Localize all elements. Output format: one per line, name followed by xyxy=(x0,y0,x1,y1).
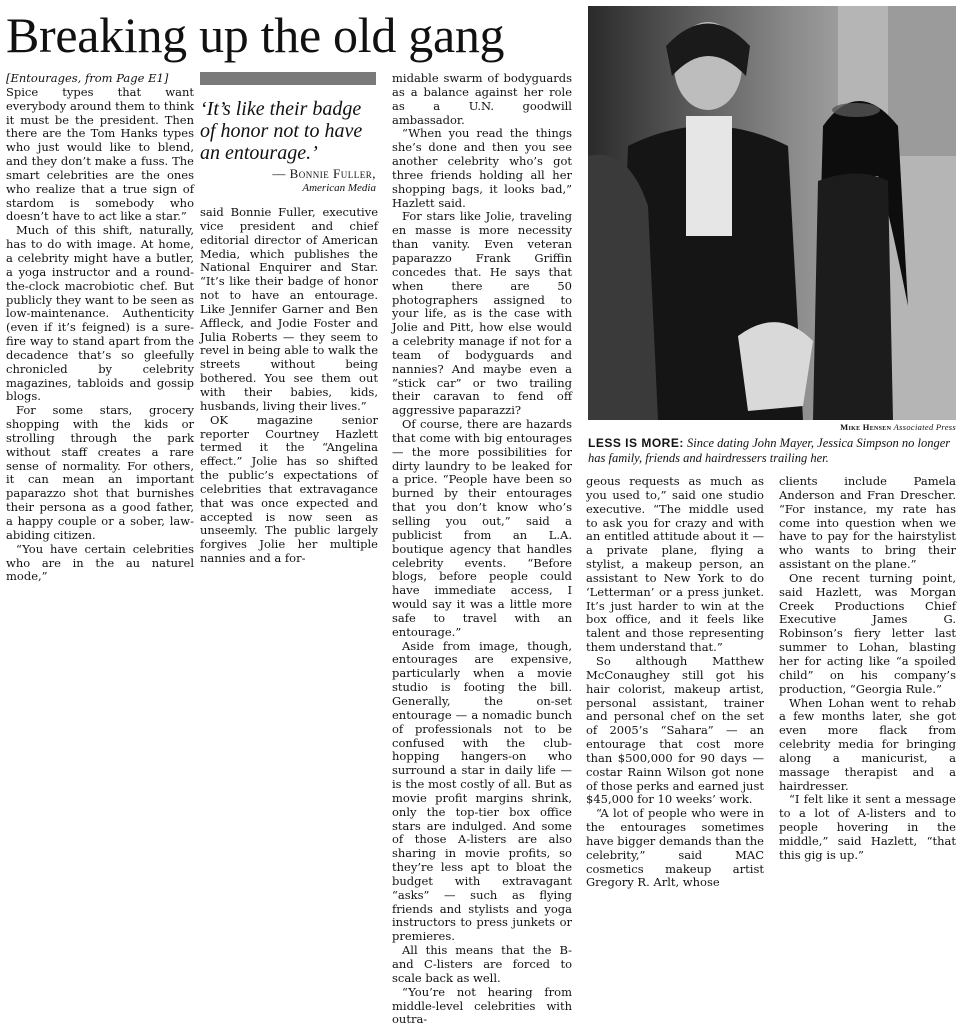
pull-quote-title: American Media xyxy=(302,182,376,194)
headline: Breaking up the old gang xyxy=(6,7,505,63)
photo-credit-name: Mike Hensen xyxy=(840,422,892,432)
news-photo xyxy=(588,6,956,420)
pull-quote-rule xyxy=(200,72,376,85)
paragraph: clients include Pamela Anderson and Fran Drescher. “For instance, my rate has come into question when we have to pay for the hairstylist who wants to bring their assistant on the plane.” xyxy=(779,474,956,572)
paragraph: For stars like Jolie, traveling en masse is more necessity than vanity. Even veteran paparazzo Frank Griffin concedes that. He says that when there are 50 photographers assigned to your life, as is the case with Jolie and Pitt, how else would a celebrity manage if not for a team of bodyguards and nannies? And maybe even a “stick car” or two trailing their caravan to fend off aggressive paparazzi? xyxy=(392,209,572,418)
article-column-5 xyxy=(779,475,956,863)
photo-caption xyxy=(588,436,956,465)
photo-credit xyxy=(588,422,956,432)
paragraph: “You’re not hearing from middle-level celebrities with outra- xyxy=(392,984,572,1027)
article-column-1 xyxy=(6,72,194,584)
pull-quote: ‘It’s like their badge of honor not to have an entourage.’ xyxy=(200,98,363,164)
paragraph: Spice types that want everybody around them to think it must be the president. Then there are the Tom Hanks types who just would like to blend, and they don’t make a fuss. The smart celebrities are the ones who realize that a true sign of stardom is somebody who doesn’t have to act like a star.” xyxy=(6,84,194,224)
pull-quote-attribution xyxy=(200,166,376,195)
photo-credit-agency: Associated Press xyxy=(893,422,956,432)
paragraph: Much of this shift, naturally, has to do with image. At home, a celebrity might have a butler, a yoga instructor and a round-the-clock macrobiotic chef. But publicly they want to be seen as low-maintenance. Authenticity (even if it’s feigned) is a sure-fire way to stand apart from the decadence that’s so gleefully chronicled by celebrity magazines, tabloids and gossip blogs. xyxy=(6,223,194,404)
paragraph: “You have certain celebrities who are in the au naturel mode,” xyxy=(6,541,194,584)
paragraph: Aside from image, though, entourages are expensive, particularly when a movie studio is footing the bill. Generally, the on-set entourage — a nomadic bunch of professionals not to be confused with the club-hopping hangers-on who surround a star in daily life — is the most costly of all. But as movie profit margins shrink, only the top-tier box office stars are indulged. And some of those A-listers are also sharing in movie profits, so they’re less apt to bloat the budget with extravagant “asks” — such as flying friends and stylists and yoga instructors to press junkets or premieres. xyxy=(392,638,572,944)
caption-text: Since dating John Mayer, Jessica Simpson no longer has family, friends and hairdressers trailing her. xyxy=(588,436,951,465)
paragraph: For some stars, grocery shopping with the kids or strolling through the park without staff creates a rare sense of normality. For others, it can mean an important paparazzo shot that burnishes their persona as a good father, a happy couple or a sober, law-abiding citizen. xyxy=(6,403,194,542)
paragraph: Of course, there are hazards that come with big entourages — the more possibilities for dirty laundry to be leaked for a price. “People have been so burned by their entourages that you don’t know who’s selling you out,” said a publicist from an L.A. boutique agency that handles celebrity events. “Before blogs, before people could have immediate access, I would say it was a little more safe to travel with an entourage.” xyxy=(392,417,572,639)
paragraph: said Bonnie Fuller, executive vice president and chief editorial director of American Media, which publishes the National Enquirer and Star. “It’s like their badge of honor not to have an entourage. Like Jennifer Garner and Ben Affleck, and Jodie Foster and Julia Roberts — they seem to revel in being able to walk the streets without being bothered. You see them out with their babies, kids, husbands, living their lives.” xyxy=(200,205,378,413)
paragraph: When Lohan went to rehab a few months later, she got even more flack from celebrity media for bringing along a manicurist, a massage therapist and a hairdresser. xyxy=(779,695,956,793)
photo-image xyxy=(588,6,956,420)
article-column-3 xyxy=(392,72,572,1027)
paragraph: OK magazine senior reporter Courtney Hazlett termed it the “Angelina effect.” Jolie has so shifted the public’s expectations of celebrities that extravagance that was once expected and accepted is now seen as unseemly. The public largely forgives Jolie her multiple nannies and a for- xyxy=(200,412,378,566)
pull-quote-name: — Bonnie Fuller, xyxy=(272,166,376,181)
paragraph: “I felt like it sent a message to a lot of A-listers and to people hovering in the middle,” said Hazlett, “that this gig is up.” xyxy=(779,792,956,862)
caption-lead: LESS IS MORE: xyxy=(588,436,684,450)
paragraph: “A lot of people who were in the entourages sometimes have bigger demands than the celebrity,” said MAC cosmetics makeup artist Gregory R. Arlt, whose xyxy=(586,806,764,890)
paragraph: One recent turning point, said Hazlett, was Morgan Creek Productions Chief Executive James G. Robinson’s fiery letter last summer to Lohan, blasting her for acting like “a spoiled child” on his company’s production, “Georgia Rule.” xyxy=(779,570,956,696)
paragraph: So although Matthew McConaughey still got his hair colorist, makeup artist, personal assistant, trainer and personal chef on the set of 2005’s “Sahara” — an entourage that cost more than $500,000 for 90 days — costar Rainn Wilson got none of those perks and earned just $45,000 for 10 weeks’ work. xyxy=(586,653,764,807)
paragraph: geous requests as much as you used to,” said one studio executive. “The middle used to ask you for crazy and with an entitled attitude about it — a private plane, flying a stylist, a makeup person, an assistant to New York to do ‘Letterman’ or a press junket. It’s just harder to win at the box office, and it feels like talent and those representing them understand that.” xyxy=(586,474,764,655)
article-column-2 xyxy=(200,206,378,566)
article-column-4 xyxy=(586,475,764,890)
paragraph: “When you read the things she’s done and then you see another celebrity who’s got three friends holding all her shopping bags, it looks bad,” Hazlett said. xyxy=(392,126,572,210)
paragraph: midable swarm of bodyguards as a balance against her role as a U.N. goodwill ambassador. xyxy=(392,71,572,127)
jump-line: [Entourages, from Page E1] xyxy=(6,71,169,85)
paragraph: All this means that the B- and C-listers are forced to scale back as well. xyxy=(392,943,572,985)
